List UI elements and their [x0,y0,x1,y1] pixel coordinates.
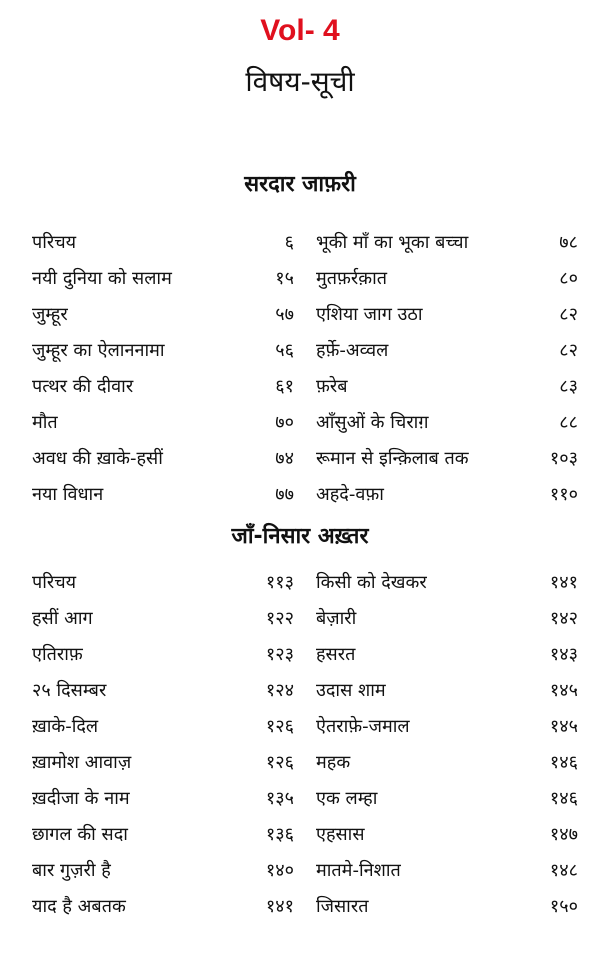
toc-row [0,818,600,854]
entry-page: १२२ [265,608,294,629]
entry-title: ख़ाके-दिल [32,716,99,737]
volume-label: Vol- 4 [260,14,340,47]
entry-title: महक [316,752,351,773]
entry-page: १४८ [549,860,578,881]
entry-title: एक लम्हा [316,788,378,809]
entry-title: याद है अबतक [32,896,126,917]
entry-title: अवध की ख़ाके-हसीं [32,448,163,469]
entry-page: ७८ [559,232,578,253]
entry-page: १२६ [265,752,294,773]
entry-page: १४७ [549,824,578,845]
entry-page: ५६ [275,340,294,361]
toc-row [0,478,600,514]
entry-title: एहसास [316,824,365,845]
toc-row [0,890,600,926]
entry-page: १४१ [549,572,578,593]
toc-row [0,226,600,262]
entry-title: २५ दिसम्बर [32,680,107,701]
toc-row [0,406,600,442]
entry-title: बेज़ारी [316,608,357,629]
entry-page: १४३ [549,644,578,665]
toc-row [0,334,600,370]
section-heading-2: जाँ-निसार अख़्तर [231,524,369,549]
entry-title: नया विधान [32,484,104,505]
entry-title: भूकी माँ का भूका बच्चा [316,232,469,253]
toc-row [0,854,600,890]
entry-page: १३६ [265,824,294,845]
entry-page: १४६ [549,752,578,773]
entry-title: मुतफ़र्रक़ात [316,268,388,289]
entry-page: ८० [559,268,578,289]
toc-row [0,746,600,782]
entry-title: पत्थर की दीवार [32,376,134,397]
entry-title: ऐतराफ़े-जमाल [316,716,410,737]
toc-title: विषय-सूची [245,65,355,98]
entry-title: नयी दुनिया को सलाम [32,268,172,289]
entry-title: छागल की सदा [32,824,128,845]
entry-page: ५७ [275,304,294,325]
toc-row [0,674,600,710]
entry-page: ८८ [559,412,578,433]
toc-row [0,782,600,818]
entry-title: एशिया जाग उठा [316,304,423,325]
entry-title: हर्फ़े-अव्वल [316,340,389,361]
toc-section-1 [0,226,600,514]
toc-row [0,566,600,602]
entry-title: अहदे-वफ़ा [316,484,384,505]
entry-title: जुम्हूर का ऐलाननामा [32,340,165,361]
toc-row [0,638,600,674]
entry-title: मातमे-निशात [316,860,401,881]
entry-page: १४० [265,860,294,881]
toc-row [0,710,600,746]
entry-page: १४१ [265,896,294,917]
entry-page: १४६ [549,788,578,809]
entry-page: ६१ [275,376,294,397]
section-heading-1: सरदार जाफ़री [244,172,356,197]
entry-title: परिचय [32,232,77,253]
entry-page: १५० [549,896,578,917]
entry-title: बार गुज़री है [32,860,111,881]
entry-title: रूमान से इन्क़िलाब तक [316,448,469,469]
entry-title: जिसारत [316,896,369,917]
entry-page: १२४ [265,680,294,701]
entry-page: ७७ [275,484,294,505]
entry-page: ८२ [559,304,578,325]
entry-page: १३५ [265,788,294,809]
toc-row [0,442,600,478]
entry-title: आँसुओं के चिराग़ [316,412,429,433]
entry-page: १५ [275,268,294,289]
entry-page: ८३ [559,376,578,397]
entry-title: हसीं आग [32,608,93,629]
entry-page: १४२ [549,608,578,629]
entry-page: १४५ [549,680,578,701]
entry-title: फ़रेब [316,376,348,397]
entry-page: ७४ [275,448,294,469]
toc-row [0,298,600,334]
entry-page: १२६ [265,716,294,737]
entry-page: १२३ [265,644,294,665]
entry-title: किसी को देखकर [316,572,427,593]
toc-row [0,602,600,638]
entry-page: ६ [284,232,294,253]
toc-row [0,262,600,298]
toc-row [0,370,600,406]
entry-page: ११३ [265,572,294,593]
entry-page: १४५ [549,716,578,737]
entry-title: उदास शाम [316,680,386,701]
entry-title: हसरत [316,644,356,665]
entry-page: १०३ [549,448,578,469]
entry-title: जुम्हूर [32,304,68,325]
entry-title: ख़ामोश आवाज़ [32,752,132,773]
entry-page: ८२ [559,340,578,361]
entry-title: मौत [32,412,58,433]
entry-title: एतिराफ़ [32,644,83,665]
entry-page: ७० [275,412,294,433]
entry-page: ११० [549,484,578,505]
entry-title: परिचय [32,572,77,593]
toc-section-2 [0,566,600,926]
entry-title: ख़दीजा के नाम [32,788,130,809]
